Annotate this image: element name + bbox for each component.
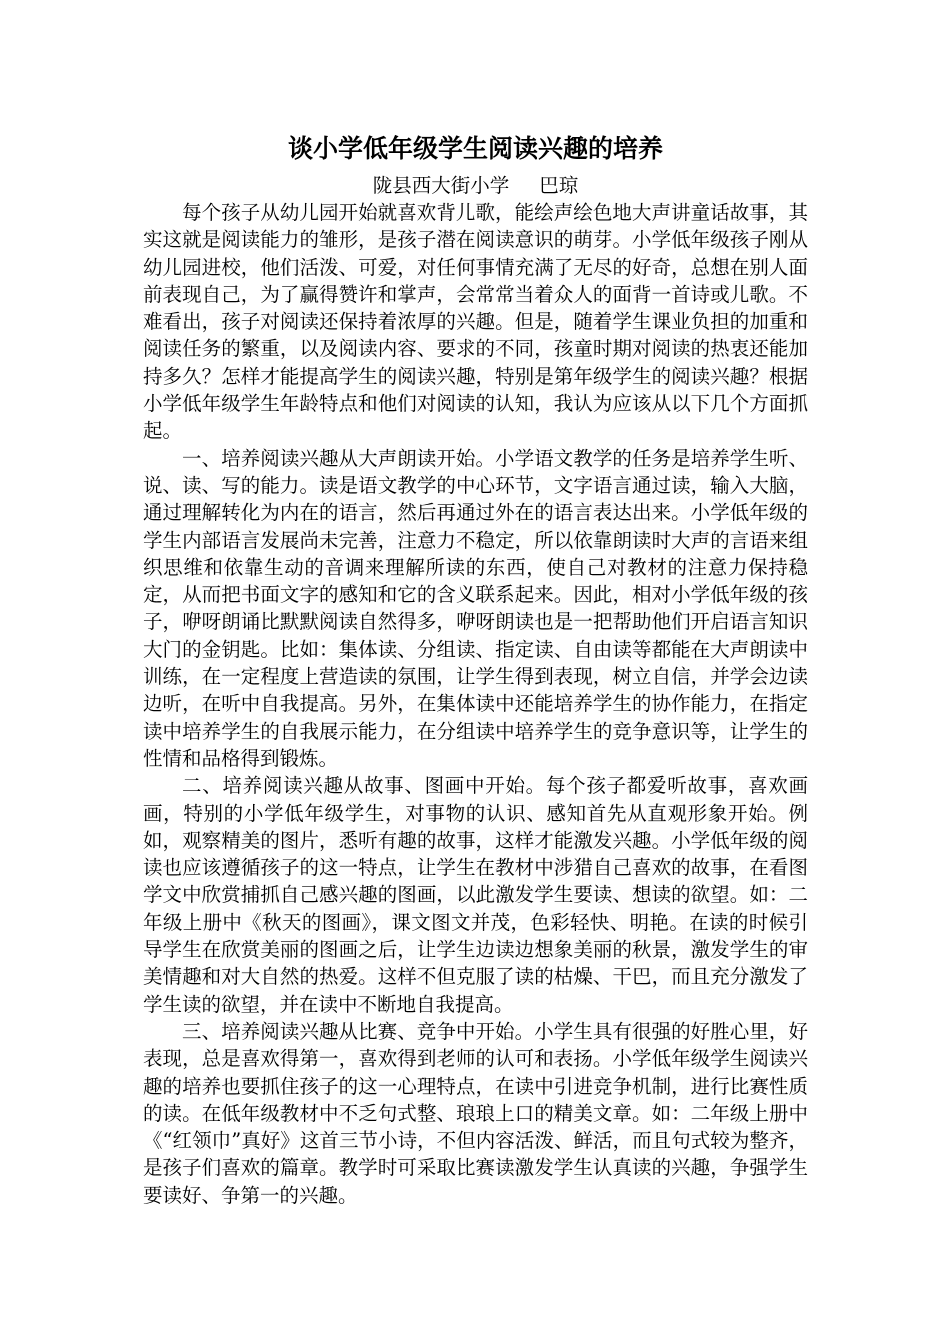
paragraph-section-1: 一、培养阅读兴趣从大声朗读开始。小学语文教学的任务是培养学生听、说、读、写的能力。读是语文教学的中心环节，文字语言通过读，输入大脑，通过理解转化为内在的语言，然后再通过外在的语言表达出来。小学低年级的学生内部语言发展尚未完善，注意力不稳定，所以依靠朗读时大声的言语来组织思维和依靠生动的音调来理解所读的东西，使自己对教材的注意力保持稳定，从而把书面文字的感知和它的含义联系起来。因此，相对小学低年级的孩子，咿呀朗诵比默默阅读自然得多，咿呀朗读也是一把帮助他们开启语言知识大门的金钥匙。比如：集体读、分组读、指定读、自由读等都能在大声朗读中训练，在一定程度上营造读的氛围，让学生得到表现，树立自信，并学会边读边听，在听中自我提高。另外，在集体读中还能培养学生的协作能力，在指定读中培养学生的自我展示能力，在分组读中培养学生的竞争意识等，让学生的性情和品格得到锻炼。 (143, 446, 808, 770)
paragraph-intro: 每个孩子从幼儿园开始就喜欢背儿歌，能绘声绘色地大声讲童话故事，其实这就是阅读能力的雏形，是孩子潜在阅读意识的萌芽。小学低年级孩子刚从幼儿园进校，他们活泼、可爱，对任何事情充满了无尽的好奇，总想在别人面前表现自己，为了赢得赞许和掌声，会常常当着众人的面背一首诗或儿歌。不难看出，孩子对阅读还保持着浓厚的兴趣。但是，随着学生课业负担的加重和阅读任务的繁重，以及阅读内容、要求的不同，孩童时期对阅读的热衷还能加持多久？怎样才能提高学生的阅读兴趣，特别是第年级学生的阅读兴趣？根据小学低年级学生年龄特点和他们对阅读的认知，我认为应该从以下几个方面抓起。 (143, 201, 808, 443)
document-page (143, 132, 808, 1209)
paragraph-section-2: 二、培养阅读兴趣从故事、图画中开始。每个孩子都爱听故事，喜欢画画，特别的小学低年级学生，对事物的认识、感知首先从直观形象开始。例如，观察精美的图片，悉听有趣的故事，这样才能激发兴趣。小学低年级的阅读也应该遵循孩子的这一特点，让学生在教材中涉猎自己喜欢的故事，在看图学文中欣赏捕抓自己感兴趣的图画，以此激发学生要读、想读的欲望。如：二年级上册中《秋天的图画》，课文图文并茂，色彩轻快、明艳。在读的时候引导学生在欣赏美丽的图画之后，让学生边读边想象美丽的秋景，激发学生的审美情趣和对大自然的热爱。这样不但克服了读的枯燥、干巴，而且充分激发了学生读的欲望，并在读中不断地自我提高。 (143, 774, 808, 1016)
document-title: 谈小学低年级学生阅读兴趣的培养 (287, 134, 663, 163)
school-name: 陇县西大街小学 (372, 174, 510, 197)
author-line (143, 172, 808, 199)
author-name: 巴琼 (539, 174, 579, 197)
paragraph-section-3: 三、培养阅读兴趣从比赛、竞争中开始。小学生具有很强的好胜心里，好表现，总是喜欢得第一，喜欢得到老师的认可和表扬。小学低年级学生阅读兴趣的培养也要抓住孩子的这一心理特点，在读中引进竞争机制，进行比赛性质的读。在低年级教材中不乏句式整、琅琅上口的精美文章。如：二年级上册中《“红领巾”真好》这首三节小诗，不但内容活泼、鲜活，而且句式较为整齐，是孩子们喜欢的篇章。教学时可采取比赛读激发学生认真读的兴趣，争强学生要读好、争第一的兴趣。 (143, 1019, 808, 1207)
